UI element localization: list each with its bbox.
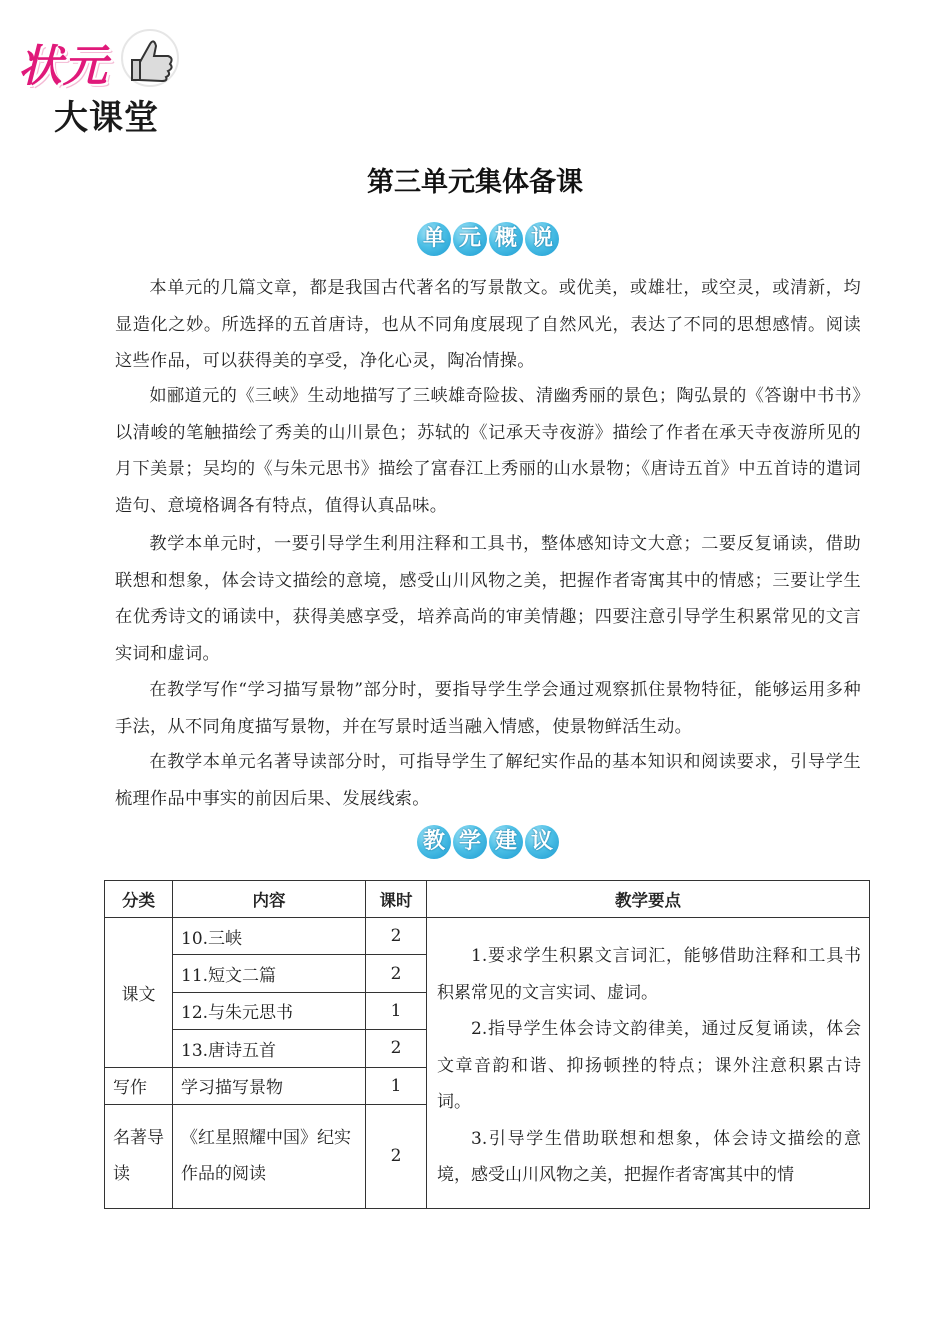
page-title: 第三单元集体备课: [367, 167, 583, 198]
section-badge-teaching-suggestions: [417, 825, 559, 859]
teaching-plan-table: [104, 880, 870, 1209]
hours-cell: 2: [366, 918, 427, 955]
paragraph: 教学本单元时，一要引导学生利用注释和工具书，整体感知诗文大意；二要反复诵读，借助联想和想象，体会诗文描绘的意境，感受山川风物之美，把握作者寄寓其中的情感；三要让学生在优秀诗文的诵读中，获得美感享受，培养高尚的审美情趣；四要注意引导学生积累常见的文言实词和虚词。: [115, 534, 861, 664]
category-cell: 写作: [105, 1067, 173, 1104]
header-content: 内容: [173, 881, 366, 918]
badge-char: 单: [417, 222, 451, 256]
brand-logo: [18, 12, 193, 138]
thumbs-up-icon: [110, 22, 180, 92]
content-cell: 10.三峡: [173, 918, 366, 955]
badge-char: 概: [489, 222, 523, 256]
paragraph: 本单元的几篇文章，都是我国古代著名的写景散文。或优美，或雄壮，或空灵，或清新，均显造化之妙。所选择的五首唐诗，也从不同角度展现了自然风光，表达了不同的思想感情。阅读这些作品，可以获得美的享受，净化心灵，陶冶情操。: [115, 278, 861, 371]
badge-char: 说: [525, 222, 559, 256]
category-cell: 课文: [105, 918, 173, 1068]
content-cell: 12.与朱元思书: [173, 992, 366, 1029]
content-cell: 13.唐诗五首: [173, 1030, 366, 1067]
content-cell: 11.短文二篇: [173, 955, 366, 992]
badge-char: 学: [453, 825, 487, 859]
hours-cell: 1: [366, 1067, 427, 1104]
key-points-cell: [427, 918, 870, 1209]
content-cell: 学习描写景物: [173, 1067, 366, 1104]
hours-cell: 2: [366, 1030, 427, 1067]
header-category: 分类: [105, 881, 173, 918]
table-header-row: [105, 881, 870, 918]
key-point: 2.指导学生体会诗文韵律美，通过反复诵读，体会文章音韵和谐、抑扬顿挫的特点；课外注意积累古诗词。: [437, 1019, 861, 1112]
logo-line-1: 状元: [18, 41, 108, 92]
category-cell: 名著导读: [105, 1104, 173, 1208]
header-hours: 课时: [366, 881, 427, 918]
badge-char: 议: [525, 825, 559, 859]
paragraph: 在教学写作“学习描写景物”部分时，要指导学生学会通过观察抓住景物特征，能够运用多种手法，从不同角度描写景物，并在写景时适当融入情感，使景物鲜活生动。: [115, 680, 861, 737]
key-point: 3.引导学生借助联想和想象，体会诗文描绘的意境，感受山川风物之美，把握作者寄寓其中的情: [437, 1128, 861, 1185]
paragraph: 如郦道元的《三峡》生动地描写了三峡雄奇险拔、清幽秀丽的景色；陶弘景的《答谢中书书》以清峻的笔触描绘了秀美的山川景色；苏轼的《记承天寺夜游》描绘了作者在承天寺夜游所见的月下美景；吴均的《与朱元思书》描绘了富春江上秀丽的山水景物；《唐诗五首》中五首诗的遣词造句、意境格调各有特点，值得认真品味。: [115, 386, 861, 516]
hours-cell: 1: [366, 992, 427, 1029]
paragraph: 在教学本单元名著导读部分时，可指导学生了解纪实作品的基本知识和阅读要求，引导学生梳理作品中事实的前因后果、发展线索。: [115, 752, 861, 809]
key-point: 1.要求学生积累文言词汇，能够借助注释和工具书积累常见的文言实词、虚词。: [437, 946, 861, 1003]
badge-char: 建: [489, 825, 523, 859]
hours-cell: 2: [366, 955, 427, 992]
content-cell: 《红星照耀中国》纪实作品的阅读: [173, 1104, 366, 1208]
section-badge-unit-overview: [417, 222, 559, 256]
hours-cell: 2: [366, 1104, 427, 1208]
badge-char: 元: [453, 222, 487, 256]
header-key-points: 教学要点: [427, 881, 870, 918]
logo-line-2: 大课堂: [54, 98, 159, 138]
badge-char: 教: [417, 825, 451, 859]
table-row: [105, 918, 870, 955]
